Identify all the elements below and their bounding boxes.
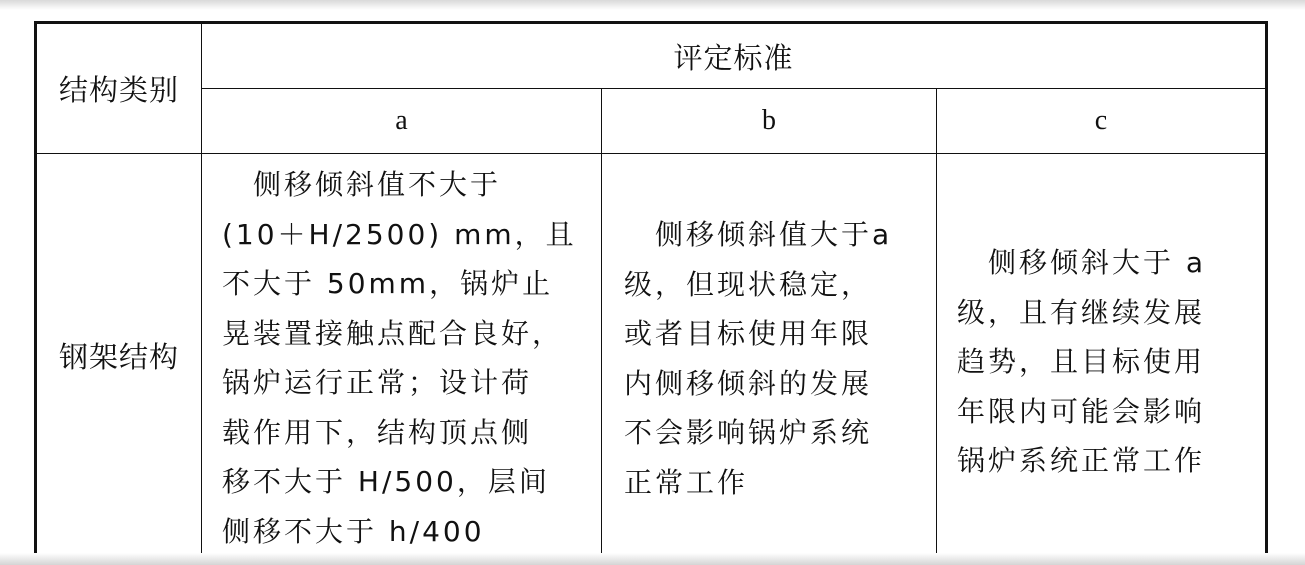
header-row-main [36,23,1267,89]
criteria-cell-c [937,154,1267,558]
criteria-cell-a [202,154,602,558]
grade-label-c: c [1094,105,1108,136]
scan-bottom-edge [0,553,1305,565]
grade-label-b: b [762,105,776,136]
grade-label-a: a [395,105,408,136]
header-row-grades [36,89,1267,154]
category-cell [36,154,202,558]
scan-top-edge [0,0,1305,10]
category-label: 钢架结构 [58,339,179,374]
grade-header-b [602,89,937,154]
grade-header-c [937,89,1267,154]
category-header-cell [36,23,202,154]
criteria-cell-b [602,154,937,558]
criteria-text-b: 侧移倾斜值大于a 级，但现状稳定， 或者目标使用年限 内侧移倾斜的发展 不会影响锅炉系统 正常工作 [624,218,893,499]
criteria-text-a: 侧移倾斜值不大于 (10＋H/2500) mm，且 不大于 50mm，锅炉止 晃装置接触点配合良好， 锅炉运行正常；设计荷 载作用下，结构顶点侧 移不大于 H/500，层间 侧移不大于 h/400 [222,168,577,548]
category-header-label: 结构类别 [58,73,179,107]
evaluation-criteria-table [34,21,1268,559]
criteria-header-cell [202,23,1267,89]
criteria-header-label: 评定标准 [673,40,794,75]
table-row [36,154,1267,558]
criteria-text-c: 侧移倾斜大于 a 级，且有继续发展 趋势，且目标使用 年限内可能会影响 锅炉系统正常工作 [957,246,1207,477]
grade-header-a [202,89,602,154]
